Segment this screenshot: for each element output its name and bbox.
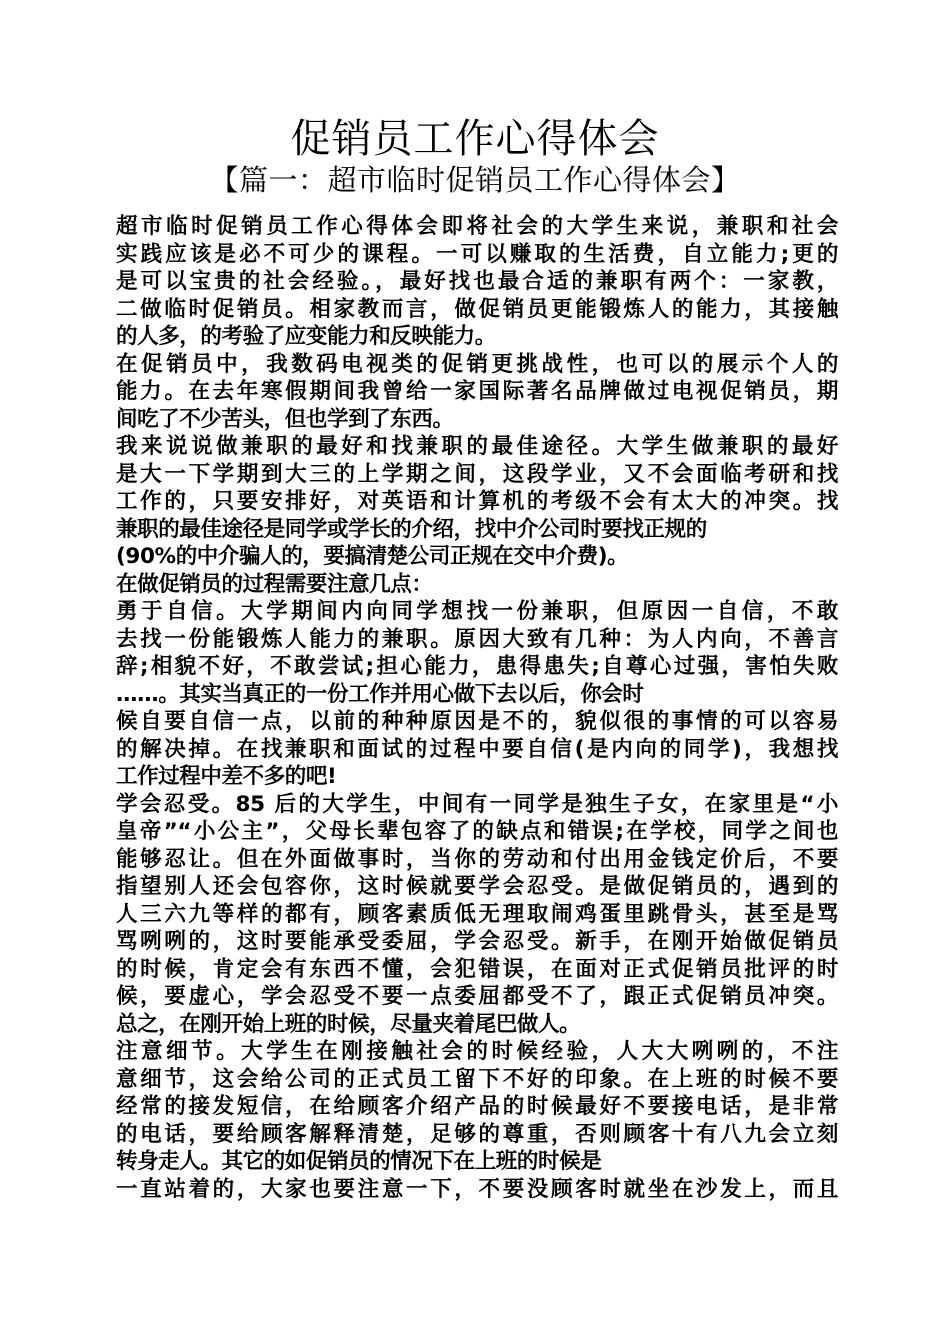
- text-line: (90%的中介骗人的，要搞清楚公司正规在交中介费)。: [116, 544, 629, 569]
- text-line: 在促销员中，我数码电视类的促销更挑战性，也可以的展示个人的: [116, 351, 838, 377]
- text-line: 的人多，的考验了应变能力和反映能力。: [116, 324, 496, 349]
- text-line: 超市临时促销员工作心得体会即将社会的大学生来说，兼职和社会: [116, 214, 838, 239]
- text-line: 间吃了不少苦头，但也学到了东西。: [116, 406, 454, 432]
- text-line: 总之，在刚开始上班的时候，尽量夹着尾巴做人。: [116, 1011, 581, 1037]
- text-line: 工作的，只要安排好，对英语和计算机的考级不会有太大的冲突。找: [116, 489, 838, 514]
- text-line: ……。其实当真正的一份工作并用心做下去以后，你会时: [116, 681, 644, 707]
- text-line: 注意细节。大学生在刚接触社会的时候经验，人大大咧咧的，不注: [116, 1039, 838, 1064]
- text-line: 是可以宝贵的社会经验。，最好找也最合适的兼职有两个：一家教，: [116, 269, 838, 294]
- text-line: 候自要自信一点，以前的种种原因是不的，貌似很的事情的可以容易: [116, 709, 838, 734]
- text-line: 意细节，这会给公司的正式员工留下不好的印象。在上班的时候不要: [116, 1066, 838, 1092]
- page-title: 促销员工作心得体会: [290, 116, 660, 162]
- text-line: 辞;相貌不好，不敢尝试;担心能力，患得患失;自尊心过强，害怕失败: [116, 654, 838, 679]
- text-line: 的解决掉。在找兼职和面试的过程中要自信(是内向的同学)，我想找: [116, 736, 838, 762]
- text-line: 我来说说做兼职的最好和找兼职的最佳途径。大学生做兼职的最好: [116, 434, 838, 459]
- text-line: 的时候，肯定会有东西不懂，会犯错误，在面对正式促销员批评的时: [116, 956, 838, 982]
- text-line: 是大一下学期到大三的上学期之间，这段学业，又不会面临考研和找: [116, 461, 838, 487]
- text-line: 一直站着的，大家也要注意一下，不要没顾客时就坐在沙发上，而且: [116, 1176, 838, 1202]
- text-line: 经常的接发短信，在给顾客介绍产品的时候最好不要接电话，是非常: [116, 1094, 838, 1119]
- text-line: 工作过程中差不多的吧!: [116, 764, 337, 789]
- text-line: 学会忍受。85 后的大学生，中间有一同学是独生子女，在家里是“小: [116, 791, 838, 817]
- text-line: 转身走人。其它的如促销员的情况下在上班的时候是: [116, 1149, 602, 1174]
- body-text: [116, 213, 838, 1203]
- text-line: 二做临时促销员。相家教而言，做促销员更能锻炼人的能力，其接触: [116, 296, 838, 322]
- text-line: 去找一份能锻炼人能力的兼职。原因大致有几种：为人内向，不善言: [116, 626, 838, 652]
- text-line: 候，要虚心，学会忍受不要一点委屈都受不了，跟正式促销员冲突。: [116, 984, 838, 1009]
- text-line: 能够忍让。但在外面做事时，当你的劳动和付出用金钱定价后，不要: [116, 846, 838, 872]
- text-line: 勇于自信。大学期间内向同学想找一份兼职，但原因一自信，不敢: [116, 599, 838, 624]
- text-line: 人三六九等样的都有，顾客素质低无理取闹鸡蛋里跳骨头，甚至是骂: [116, 901, 838, 927]
- text-line: 指望别人还会包容你，这时候就要学会忍受。是做促销员的，遇到的: [116, 874, 838, 899]
- text-line: 的电话，要给顾客解释清楚，足够的尊重，否则顾客十有八九会立刻: [116, 1121, 838, 1147]
- text-line: 实践应该是必不可少的课程。一可以赚取的生活费，自立能力;更的: [116, 241, 838, 267]
- text-line: 骂咧咧的，这时要能承受委屈，学会忍受。新手，在刚开始做促销员: [116, 929, 838, 954]
- text-line: 能力。在去年寒假期间我曾给一家国际著名品牌做过电视促销员，期: [116, 379, 838, 404]
- text-line: 在做促销员的过程需要注意几点：: [116, 571, 433, 597]
- text-line: 兼职的最佳途径是同学或学长的介绍，找中介公司时要找正规的: [116, 516, 707, 542]
- page-subtitle: 【篇一：超市临时促销员工作心得体会】: [209, 163, 741, 197]
- text-line: 皇帝”“小公主”，父母长辈包容了的缺点和错误;在学校，同学之间也: [116, 819, 838, 844]
